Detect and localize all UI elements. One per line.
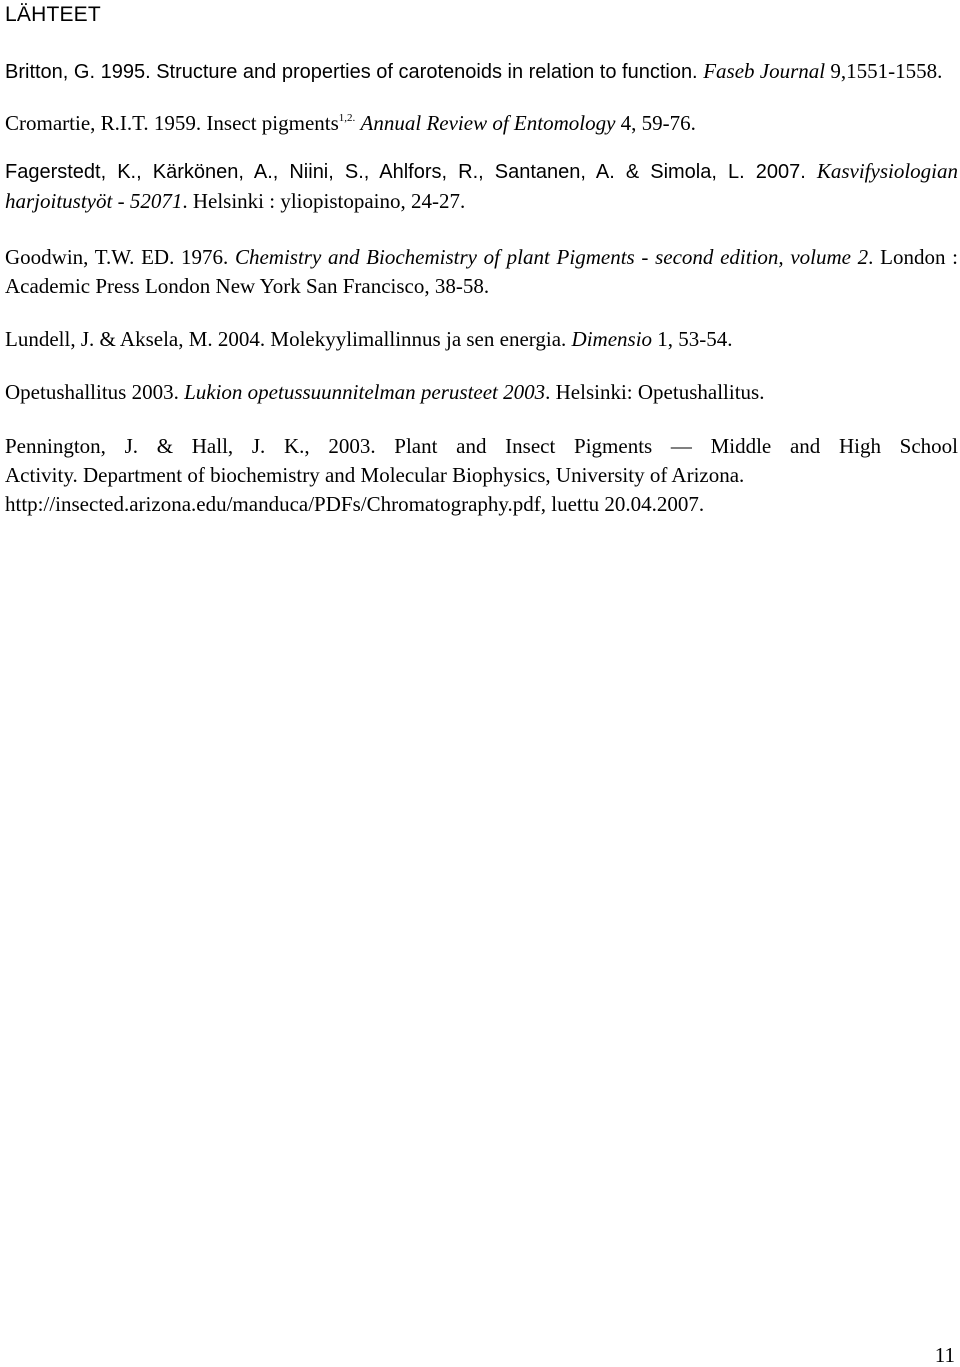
reference-item-britton: [5, 57, 958, 87]
reference-journal: Annual Review of Entomology: [360, 111, 616, 135]
reference-text: [5, 325, 958, 354]
references-heading: LÄHTEET: [5, 3, 101, 26]
reference-author-year-title: Lundell, J. & Aksela, M. 2004. Molekyylimallinnus ja sen energia.: [5, 327, 572, 351]
reference-line-2: Activity. Department of biochemistry and Molecular Biophysics, University of Arizona.: [5, 463, 745, 487]
reference-item-pennington: [5, 432, 958, 519]
reference-url-line: http://insected.arizona.edu/manduca/PDFs/Chromatography.pdf, luettu 20.04.2007.: [5, 492, 705, 516]
reference-authors-year: Fagerstedt, K., Kärkönen, A., Niini, S., Ahlfors, R., Santanen, A. & Simola, L. 2007.: [5, 161, 817, 183]
reference-volume-pages: 4, 59-76.: [615, 111, 696, 135]
reference-text: [5, 378, 958, 407]
reference-author-year-title: Cromartie, R.I.T. 1959. Insect pigments: [5, 111, 339, 135]
reference-author-year-title: Britton, G. 1995. Structure and properties of carotenoids in relation to function.: [5, 61, 704, 83]
references-list: [5, 57, 958, 546]
reference-line-1: Pennington, J. & Hall, J. K., 2003. Plant and Insect Pigments — Middle and High School: [5, 434, 958, 458]
reference-author-year: Opetushallitus 2003.: [5, 380, 185, 404]
reference-publisher-pages: . Helsinki : yliopistopaino, 24-27.: [182, 189, 466, 213]
page-number: 11: [934, 1343, 955, 1367]
reference-publisher-pages: . London : Academic Press London New York San Francisco, 38-58.: [5, 245, 958, 298]
reference-text: [5, 243, 958, 301]
reference-text: [5, 109, 958, 138]
reference-item-goodwin: [5, 243, 958, 301]
reference-text: [5, 57, 958, 87]
reference-volume-pages: 1, 53-54.: [652, 327, 733, 351]
reference-item-opetushallitus: [5, 378, 958, 407]
reference-item-fagerstedt: [5, 157, 958, 216]
reference-title: Kasvifysiologian harjoitustyöt - 52071: [5, 159, 958, 213]
reference-author-year: Goodwin, T.W. ED. 1976.: [5, 245, 235, 269]
reference-volume-pages: 9,1551-1558.: [825, 59, 943, 83]
reference-title: Chemistry and Biochemistry of plant Pigments - second edition, volume 2: [234, 245, 869, 269]
reference-title: Lukion opetussuunnitelman perusteet 2003: [184, 380, 546, 404]
reference-item-lundell: [5, 325, 958, 354]
reference-journal: Faseb Journal: [703, 59, 826, 83]
reference-publisher: . Helsinki: Opetushallitus.: [545, 380, 765, 404]
reference-journal: Dimensio: [571, 327, 653, 351]
reference-item-cromartie: [5, 109, 958, 138]
reference-superscript: 1,2.: [338, 112, 356, 124]
reference-text: [5, 157, 958, 216]
